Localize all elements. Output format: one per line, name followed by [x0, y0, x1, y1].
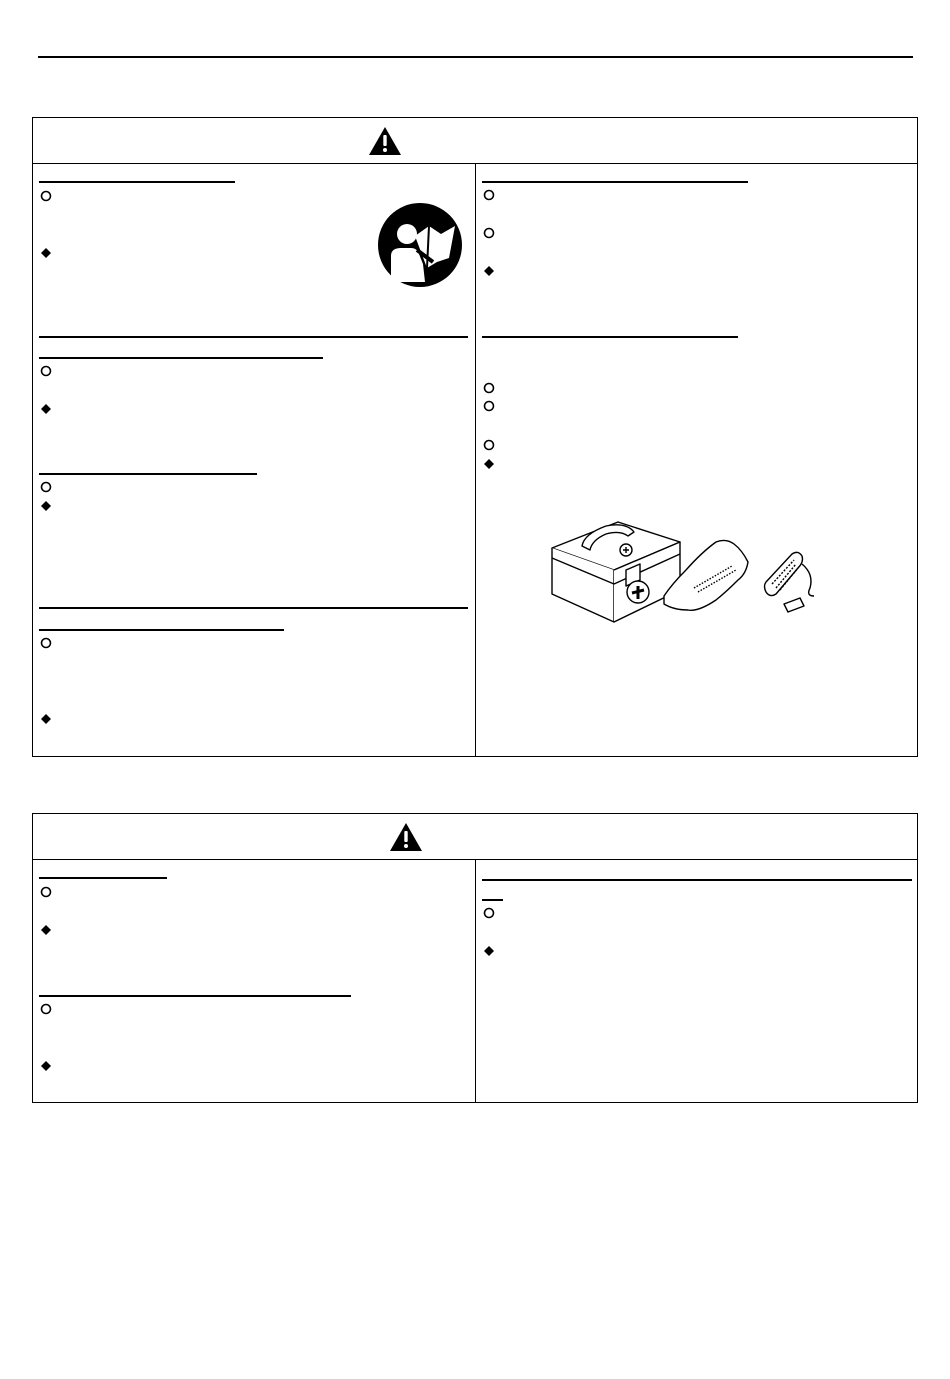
- circle-bullet-icon: [483, 189, 495, 201]
- column-divider: [475, 860, 476, 1103]
- section-heading-rule: [39, 181, 235, 183]
- circle-bullet-icon: [483, 907, 495, 919]
- section-heading-rule: [39, 629, 284, 631]
- circle-bullet-icon: [483, 439, 495, 451]
- diamond-bullet-icon: [483, 265, 495, 277]
- circle-bullet-icon: [40, 886, 52, 898]
- circle-bullet-icon: [40, 190, 52, 202]
- warning-box-header: [33, 814, 917, 860]
- warning-triangle-icon: [389, 822, 423, 852]
- diamond-bullet-icon: [483, 945, 495, 957]
- circle-bullet-icon: [40, 365, 52, 377]
- section-heading-rule: [39, 607, 468, 609]
- circle-bullet-icon: [483, 400, 495, 412]
- circle-bullet-icon: [483, 227, 495, 239]
- section-heading-rule: [482, 336, 738, 338]
- circle-bullet-icon: [40, 481, 52, 493]
- section-heading-rule: [39, 995, 351, 997]
- diamond-bullet-icon: [40, 924, 52, 936]
- diamond-bullet-icon: [40, 1060, 52, 1072]
- diamond-bullet-icon: [40, 247, 52, 259]
- circle-bullet-icon: [40, 637, 52, 649]
- circle-bullet-icon: [483, 382, 495, 394]
- diamond-bullet-icon: [483, 458, 495, 470]
- page-top-rule: [38, 56, 913, 58]
- section-heading-rule: [482, 181, 748, 183]
- warning-box-2: [32, 813, 918, 1103]
- warning-triangle-icon: [368, 126, 402, 156]
- section-heading-rule: [39, 877, 167, 879]
- diamond-bullet-icon: [40, 500, 52, 512]
- section-heading-rule: [39, 336, 468, 338]
- section-heading-rule: [39, 473, 257, 475]
- diamond-bullet-icon: [40, 403, 52, 415]
- warning-box-header: [33, 118, 917, 164]
- diamond-bullet-icon: [40, 713, 52, 725]
- section-heading-rule: [482, 899, 503, 901]
- warning-box-1: [32, 117, 918, 757]
- section-heading-rule: [482, 879, 912, 881]
- first-aid-kit-illustration: [548, 508, 830, 628]
- section-heading-rule: [39, 357, 323, 359]
- circle-bullet-icon: [40, 1003, 52, 1015]
- column-divider: [475, 164, 476, 757]
- read-manual-icon: [377, 202, 463, 288]
